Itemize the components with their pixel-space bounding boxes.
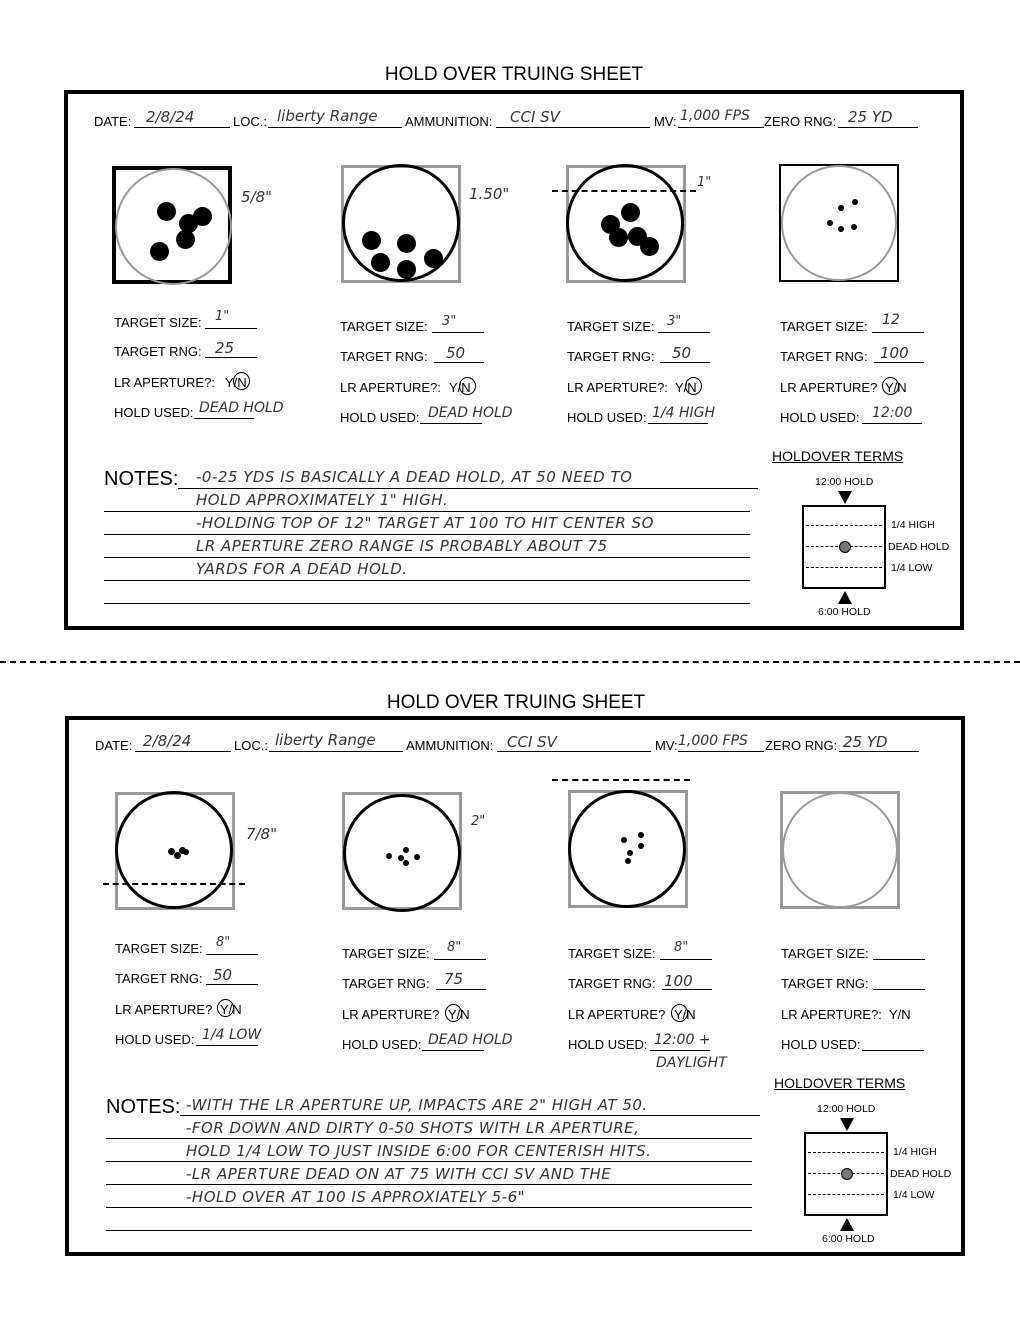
- loc-underline: [269, 751, 403, 752]
- bullet-hole: [371, 253, 390, 272]
- hold-used-field-continued[interactable]: DAYLIGHT: [656, 1055, 727, 1071]
- bullet-hole: [157, 202, 176, 221]
- target-rng-underline: [205, 357, 257, 358]
- lr-aperture-options: Y/N: [674, 1007, 696, 1022]
- target-size-field[interactable]: 12: [882, 312, 900, 328]
- hold-used-label: HOLD USED:: [567, 410, 647, 425]
- target-rng-label: TARGET RNG:: [340, 349, 428, 364]
- hold-used-field[interactable]: DEAD HOLD: [428, 1032, 513, 1048]
- note-line: [106, 1230, 752, 1231]
- target-rng-field[interactable]: 100: [664, 972, 693, 990]
- zero-underline: [838, 127, 918, 128]
- lr-aperture-options: Y/N: [889, 1007, 911, 1022]
- bullet-hole: [851, 224, 857, 230]
- target-size-underline: [432, 332, 484, 333]
- target-size-underline: [660, 959, 712, 960]
- aim-point-icon: [839, 541, 851, 553]
- target-rng-label: TARGET RNG:: [567, 349, 655, 364]
- lr-aperture-label: LR APERTURE?:: [340, 380, 441, 395]
- hold-used-underline: [422, 1050, 484, 1051]
- holdover-bottom-label: 6:00 HOLD: [822, 1233, 875, 1245]
- holdover-top-label: 12:00 HOLD: [817, 1103, 876, 1115]
- holdover-dead-label: DEAD HOLD: [888, 541, 950, 553]
- note-line: [104, 580, 750, 581]
- hold-used-label: HOLD USED:: [780, 410, 860, 425]
- hold-used-label: HOLD USED:: [781, 1037, 861, 1052]
- bullet-hole: [609, 228, 628, 247]
- sheet2-title: HOLD OVER TRUING SHEET: [386, 692, 646, 713]
- note-line: [104, 511, 750, 512]
- hold-line: [552, 190, 696, 192]
- bullet-hole: [621, 203, 640, 222]
- lr-aperture-label: LR APERTURE?:: [567, 380, 668, 395]
- hold-line: [103, 883, 245, 885]
- target-rng-field[interactable]: 25: [215, 339, 235, 357]
- target-circle: [343, 794, 461, 912]
- hold-used-label: HOLD USED:: [340, 410, 420, 425]
- target-size-underline: [873, 959, 925, 960]
- aim-point-icon: [841, 1168, 853, 1180]
- bullet-hole: [176, 230, 195, 249]
- lr-aperture-label: LR APERTURE?: [115, 1002, 213, 1017]
- target-size-field[interactable]: 1": [215, 309, 230, 324]
- mv-field[interactable]: 1,000 FPS: [678, 733, 748, 749]
- aperture-circle: [671, 1004, 688, 1022]
- lr-aperture-options: Y/N: [448, 1007, 470, 1022]
- holdover-low-line: [808, 1194, 884, 1195]
- ammo-field[interactable]: CCI SV: [507, 733, 557, 751]
- target-rng-field[interactable]: 100: [880, 344, 909, 362]
- zero-label: ZERO RNG:: [765, 738, 838, 753]
- bullet-hole: [638, 832, 644, 838]
- notes-label: NOTES:: [104, 468, 179, 490]
- mv-underline: [678, 127, 764, 128]
- mv-field[interactable]: 1,000 FPS: [680, 108, 750, 124]
- note-text[interactable]: YARDS FOR A DEAD HOLD.: [196, 560, 408, 578]
- holdover-low-line: [806, 567, 882, 568]
- hold-used-underline: [862, 1050, 924, 1051]
- target-rng-field[interactable]: 50: [446, 344, 466, 362]
- note-text[interactable]: -HOLD OVER AT 100 IS APPROXIATELY 5-6": [186, 1188, 526, 1206]
- bullet-hole: [627, 850, 633, 856]
- hold-used-underline: [196, 1045, 258, 1046]
- lr-aperture-options: Y/N: [220, 1002, 242, 1017]
- hold-used-underline: [862, 423, 922, 424]
- arrow-down-icon: [840, 1118, 854, 1131]
- holdover-high-label: 1/4 HIGH: [893, 1146, 937, 1158]
- aperture-circle: [459, 377, 476, 395]
- target-rng-field[interactable]: 50: [672, 344, 692, 362]
- note-text[interactable]: -0-25 YDS IS BASICALLY A DEAD HOLD, AT 50 NEED TO: [196, 468, 633, 486]
- target-size-label: TARGET SIZE:: [342, 946, 430, 961]
- date-label: DATE:: [95, 738, 133, 753]
- note-line: [106, 1207, 752, 1208]
- bullet-hole: [397, 234, 416, 253]
- holdover-terms-title: HOLDOVER TERMS: [772, 448, 904, 464]
- note-text[interactable]: HOLD APPROXIMATELY 1" HIGH.: [196, 491, 449, 509]
- lr-aperture-label: LR APERTURE?: [780, 380, 878, 395]
- group-size-annotation: 5/8": [241, 188, 273, 206]
- target-size-label: TARGET SIZE:: [568, 946, 656, 961]
- note-line: [180, 1115, 760, 1116]
- hold-line: [552, 779, 690, 781]
- loc-label: LOC.:: [233, 114, 267, 129]
- date-field[interactable]: 2/8/24: [146, 108, 195, 126]
- note-line: [104, 557, 750, 558]
- note-line: [104, 603, 750, 604]
- target-size-field[interactable]: 8": [216, 935, 231, 950]
- holdover-dead-label: DEAD HOLD: [890, 1168, 952, 1180]
- holdover-bottom-label: 6:00 HOLD: [818, 606, 871, 618]
- ammo-underline: [496, 127, 650, 128]
- mv-label: MV:: [654, 114, 677, 129]
- target-size-label: TARGET SIZE:: [115, 941, 203, 956]
- bullet-hole: [838, 205, 844, 211]
- hold-used-underline: [194, 418, 254, 419]
- target-size-label: TARGET SIZE:: [781, 946, 869, 961]
- loc-field[interactable]: liberty Range: [275, 731, 376, 749]
- note-text[interactable]: -WITH THE LR APERTURE UP, IMPACTS ARE 2" HIGH AT 50.: [186, 1096, 648, 1114]
- bullet-hole: [397, 260, 416, 279]
- date-label: DATE:: [94, 114, 132, 129]
- hold-used-field[interactable]: DEAD HOLD: [428, 405, 513, 421]
- target-circle: [782, 792, 898, 908]
- target-size-underline: [206, 954, 258, 955]
- cut-line: [0, 661, 1020, 663]
- hold-used-field[interactable]: 12:00: [872, 405, 913, 421]
- note-line: [106, 1161, 752, 1162]
- hold-used-field[interactable]: 12:00 +: [654, 1032, 711, 1048]
- loc-underline: [268, 127, 402, 128]
- holdover-low-label: 1/4 LOW: [893, 1189, 935, 1201]
- note-text[interactable]: -LR APERTURE DEAD ON AT 75 WITH CCI SV AND THE: [186, 1165, 612, 1183]
- target-rng-underline: [434, 362, 484, 363]
- aperture-circle: [685, 377, 702, 395]
- bullet-hole: [414, 854, 420, 860]
- target-circle: [568, 790, 686, 908]
- notes-label: NOTES:: [106, 1096, 181, 1118]
- holdover-high-line: [808, 1152, 884, 1153]
- target-rng-label: TARGET RNG:: [115, 971, 203, 986]
- date-underline: [135, 751, 231, 752]
- lr-aperture-options: Y/N: [449, 380, 471, 395]
- target-size-field[interactable]: 3": [442, 314, 457, 329]
- hold-used-underline: [650, 1050, 710, 1051]
- bullet-hole: [827, 220, 833, 226]
- lr-aperture-options: Y/N: [675, 380, 697, 395]
- hold-used-field[interactable]: 1/4 LOW: [202, 1027, 262, 1043]
- note-text[interactable]: -HOLDING TOP OF 12" TARGET AT 100 TO HIT CENTER SO: [196, 514, 654, 532]
- note-text[interactable]: -FOR DOWN AND DIRTY 0-50 SHOTS WITH LR APERTURE,: [186, 1119, 640, 1137]
- target-rng-underline: [874, 362, 924, 363]
- bullet-hole: [852, 199, 858, 205]
- target-circle: [566, 164, 684, 282]
- bullet-hole: [150, 242, 169, 261]
- target-size-underline: [872, 332, 924, 333]
- target-rng-label: TARGET RNG:: [780, 349, 868, 364]
- hold-used-field[interactable]: 1/4 HIGH: [652, 405, 716, 421]
- target-rng-underline: [206, 984, 258, 985]
- bullet-hole: [424, 249, 443, 268]
- target-circle: [115, 168, 232, 285]
- hold-used-label: HOLD USED:: [342, 1037, 422, 1052]
- target-size-underline: [205, 328, 257, 329]
- ammo-field[interactable]: CCI SV: [510, 108, 560, 126]
- group-size-annotation: 1": [697, 175, 712, 190]
- bullet-hole: [183, 849, 189, 855]
- aperture-circle: [233, 372, 250, 390]
- hold-used-field[interactable]: DEAD HOLD: [199, 400, 284, 416]
- loc-field[interactable]: liberty Range: [277, 107, 378, 125]
- bullet-hole: [403, 860, 409, 866]
- lr-aperture-label: LR APERTURE?:: [781, 1007, 882, 1022]
- bullet-hole: [625, 858, 631, 864]
- bullet-hole: [403, 847, 409, 853]
- ammo-underline: [497, 751, 651, 752]
- target-size-label: TARGET SIZE:: [567, 319, 655, 334]
- zero-field[interactable]: 25 YD: [848, 108, 893, 126]
- note-line: [104, 534, 750, 535]
- target-rng-label: TARGET RNG:: [342, 976, 430, 991]
- target-rng-label: TARGET RNG:: [781, 976, 869, 991]
- hold-used-label: HOLD USED:: [114, 405, 194, 420]
- target-rng-field[interactable]: 50: [213, 966, 233, 984]
- target-size-underline: [658, 332, 710, 333]
- ammo-label: AMMUNITION:: [405, 114, 493, 129]
- date-underline: [134, 127, 230, 128]
- note-text[interactable]: LR APERTURE ZERO RANGE IS PROBABLY ABOUT 75: [196, 537, 608, 555]
- target-size-label: TARGET SIZE:: [780, 319, 868, 334]
- hold-used-underline: [648, 423, 708, 424]
- target-rng-field[interactable]: 75: [444, 970, 464, 988]
- target-rng-label: TARGET RNG:: [114, 344, 202, 359]
- target-circle: [781, 165, 897, 281]
- zero-field[interactable]: 25 YD: [843, 733, 888, 751]
- target-size-field[interactable]: 3": [667, 314, 682, 329]
- aperture-circle: [445, 1004, 462, 1022]
- target-size-field[interactable]: 8": [447, 940, 462, 955]
- target-rng-underline: [436, 989, 486, 990]
- holdover-low-label: 1/4 LOW: [891, 562, 933, 574]
- note-line: [106, 1138, 752, 1139]
- bullet-hole: [362, 231, 381, 250]
- mv-underline: [678, 751, 764, 752]
- date-field[interactable]: 2/8/24: [143, 732, 192, 750]
- bullet-hole: [621, 837, 627, 843]
- lr-aperture-options: Y/N: [225, 375, 247, 390]
- mv-label: MV:: [655, 738, 678, 753]
- arrow-up-icon: [840, 1218, 854, 1231]
- group-size-annotation: 7/8": [246, 825, 278, 843]
- target-size-label: TARGET SIZE:: [340, 319, 428, 334]
- bullet-hole: [640, 237, 659, 256]
- loc-label: LOC.:: [234, 738, 268, 753]
- holdover-high-label: 1/4 HIGH: [891, 519, 935, 531]
- group-size-annotation: 2": [471, 814, 486, 829]
- bullet-hole: [838, 226, 844, 232]
- arrow-up-icon: [838, 591, 852, 604]
- hold-used-label: HOLD USED:: [115, 1032, 195, 1047]
- bullet-hole: [386, 853, 392, 859]
- target-size-underline: [434, 959, 486, 960]
- target-rng-label: TARGET RNG:: [568, 976, 656, 991]
- zero-label: ZERO RNG:: [764, 114, 837, 129]
- target-size-field[interactable]: 8": [674, 940, 689, 955]
- note-line: [106, 1184, 752, 1185]
- target-rng-underline: [660, 362, 710, 363]
- holdover-terms-title: HOLDOVER TERMS: [774, 1075, 906, 1091]
- lr-aperture-label: LR APERTURE?: [568, 1007, 666, 1022]
- note-text[interactable]: HOLD 1/4 LOW TO JUST INSIDE 6:00 FOR CENTERISH HITS.: [186, 1142, 652, 1160]
- target-size-label: TARGET SIZE:: [114, 315, 202, 330]
- hold-used-underline: [420, 423, 482, 424]
- lr-aperture-label: LR APERTURE?: [342, 1007, 440, 1022]
- lr-aperture-label: LR APERTURE?:: [114, 375, 215, 390]
- holdover-high-line: [806, 525, 882, 526]
- ammo-label: AMMUNITION:: [406, 738, 494, 753]
- sheet1-title: HOLD OVER TRUING SHEET: [384, 64, 644, 85]
- bullet-hole: [638, 843, 644, 849]
- zero-underline: [839, 751, 919, 752]
- lr-aperture-options: Y/N: [885, 380, 907, 395]
- arrow-down-icon: [838, 491, 852, 504]
- hold-used-label: HOLD USED:: [568, 1037, 648, 1052]
- holdover-top-label: 12:00 HOLD: [815, 476, 874, 488]
- group-size-annotation: 1.50": [469, 185, 510, 203]
- aperture-circle: [217, 999, 234, 1017]
- aperture-circle: [882, 377, 899, 395]
- note-line: [178, 488, 758, 489]
- target-rng-underline: [873, 989, 925, 990]
